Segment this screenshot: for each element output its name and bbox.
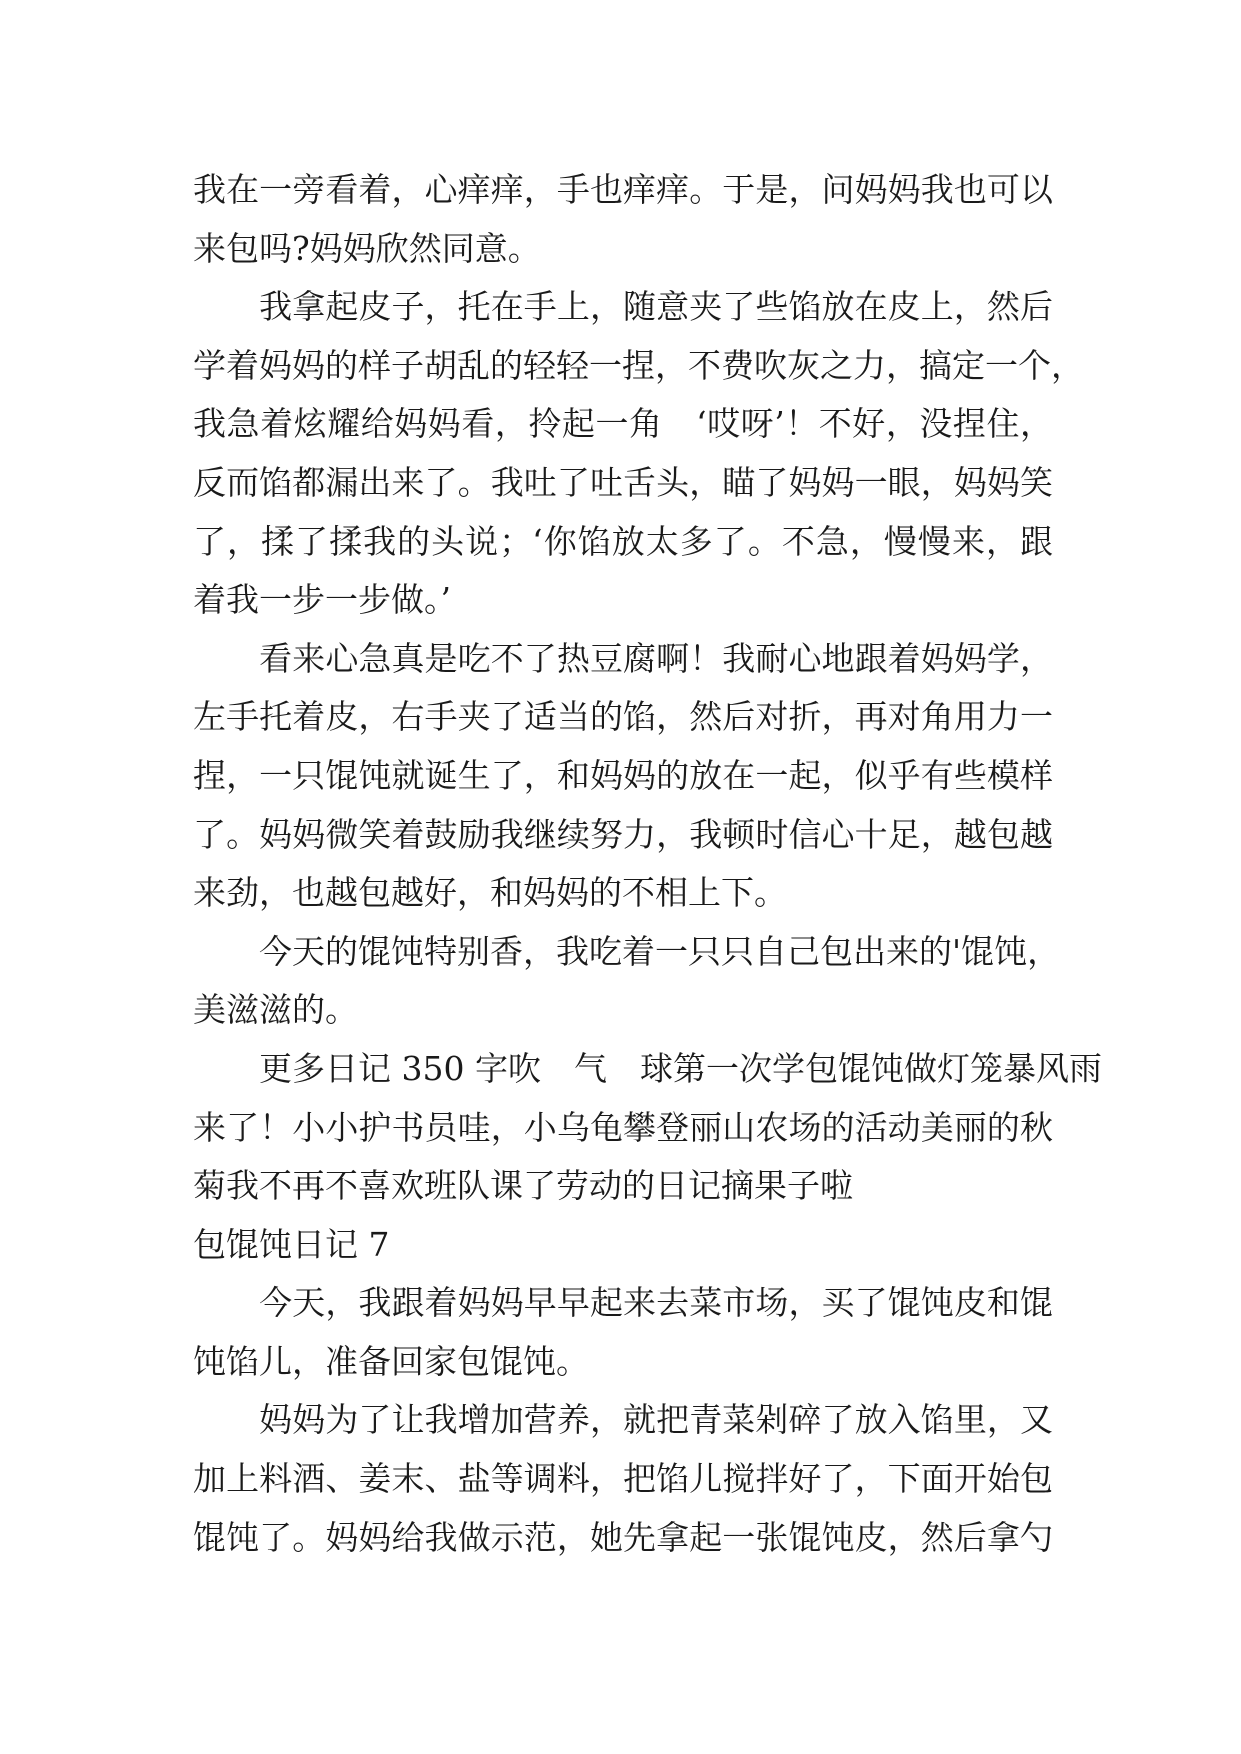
text-line: 美滋滋的。 xyxy=(193,990,358,1030)
text-line: 饨馅儿，准备回家包馄饨。 xyxy=(193,1341,589,1381)
document-body xyxy=(193,161,1102,1567)
text-line: 来了！小小护书员哇，小乌龟攀登丽山农场的活动美丽的秋 xyxy=(193,1107,1053,1147)
text-line: 今天的馄饨特别香，我吃着一只只自己包出来的'馄饨， xyxy=(193,931,1061,971)
text-line: 着我一步一步做。’ xyxy=(193,580,451,620)
text-line: 加上料酒、姜末、盐等调料，把馅儿搅拌好了，下面开始包 xyxy=(193,1459,1053,1499)
text-line: 今天，我跟着妈妈早早起来去菜市场，买了馄饨皮和馄 xyxy=(193,1283,1053,1323)
text-line: 看来心急真是吃不了热豆腐啊！我耐心地跟着妈妈学， xyxy=(193,638,1053,678)
text-line: 了，揉了揉我的头说；‘你馅放太多了。不急，慢慢来，跟 xyxy=(193,521,1053,561)
text-line: 来包吗?妈妈欣然同意。 xyxy=(193,228,541,268)
text-line: 左手托着皮，右手夹了适当的馅，然后对折，再对角用力一 xyxy=(193,697,1053,737)
text-line: 反而馅都漏出来了。我吐了吐舌头，瞄了妈妈一眼，妈妈笑 xyxy=(193,462,1053,502)
text-line: 我急着炫耀给妈妈看，拎起一角 ‘哎呀’！不好，没捏住， xyxy=(193,404,1053,444)
section-heading: 包馄饨日记 7 xyxy=(193,1224,390,1264)
text-line: 更多日记 350 字吹 气 球第一次学包馄饨做灯笼暴风雨 xyxy=(193,1048,1102,1088)
text-line: 我拿起皮子，托在手上，随意夹了些馅放在皮上，然后 xyxy=(193,287,1053,327)
text-line: 来劲，也越包越好，和妈妈的不相上下。 xyxy=(193,873,787,913)
text-line: 学着妈妈的样子胡乱的轻轻一捏，不费吹灰之力，搞定一个， xyxy=(193,345,1084,385)
text-line: 了。妈妈微笑着鼓励我继续努力，我顿时信心十足，越包越 xyxy=(193,814,1053,854)
text-line: 菊我不再不喜欢班队课了劳动的日记摘果子啦 xyxy=(193,1166,853,1206)
text-line: 妈妈为了让我增加营养，就把青菜剁碎了放入馅里，又 xyxy=(193,1400,1053,1440)
text-line: 馄饨了。妈妈给我做示范，她先拿起一张馄饨皮，然后拿勺 xyxy=(193,1517,1053,1557)
text-line: 我在一旁看着，心痒痒，手也痒痒。于是，问妈妈我也可以 xyxy=(193,170,1053,209)
text-line: 捏，一只馄饨就诞生了，和妈妈的放在一起，似乎有些模样 xyxy=(193,755,1053,795)
